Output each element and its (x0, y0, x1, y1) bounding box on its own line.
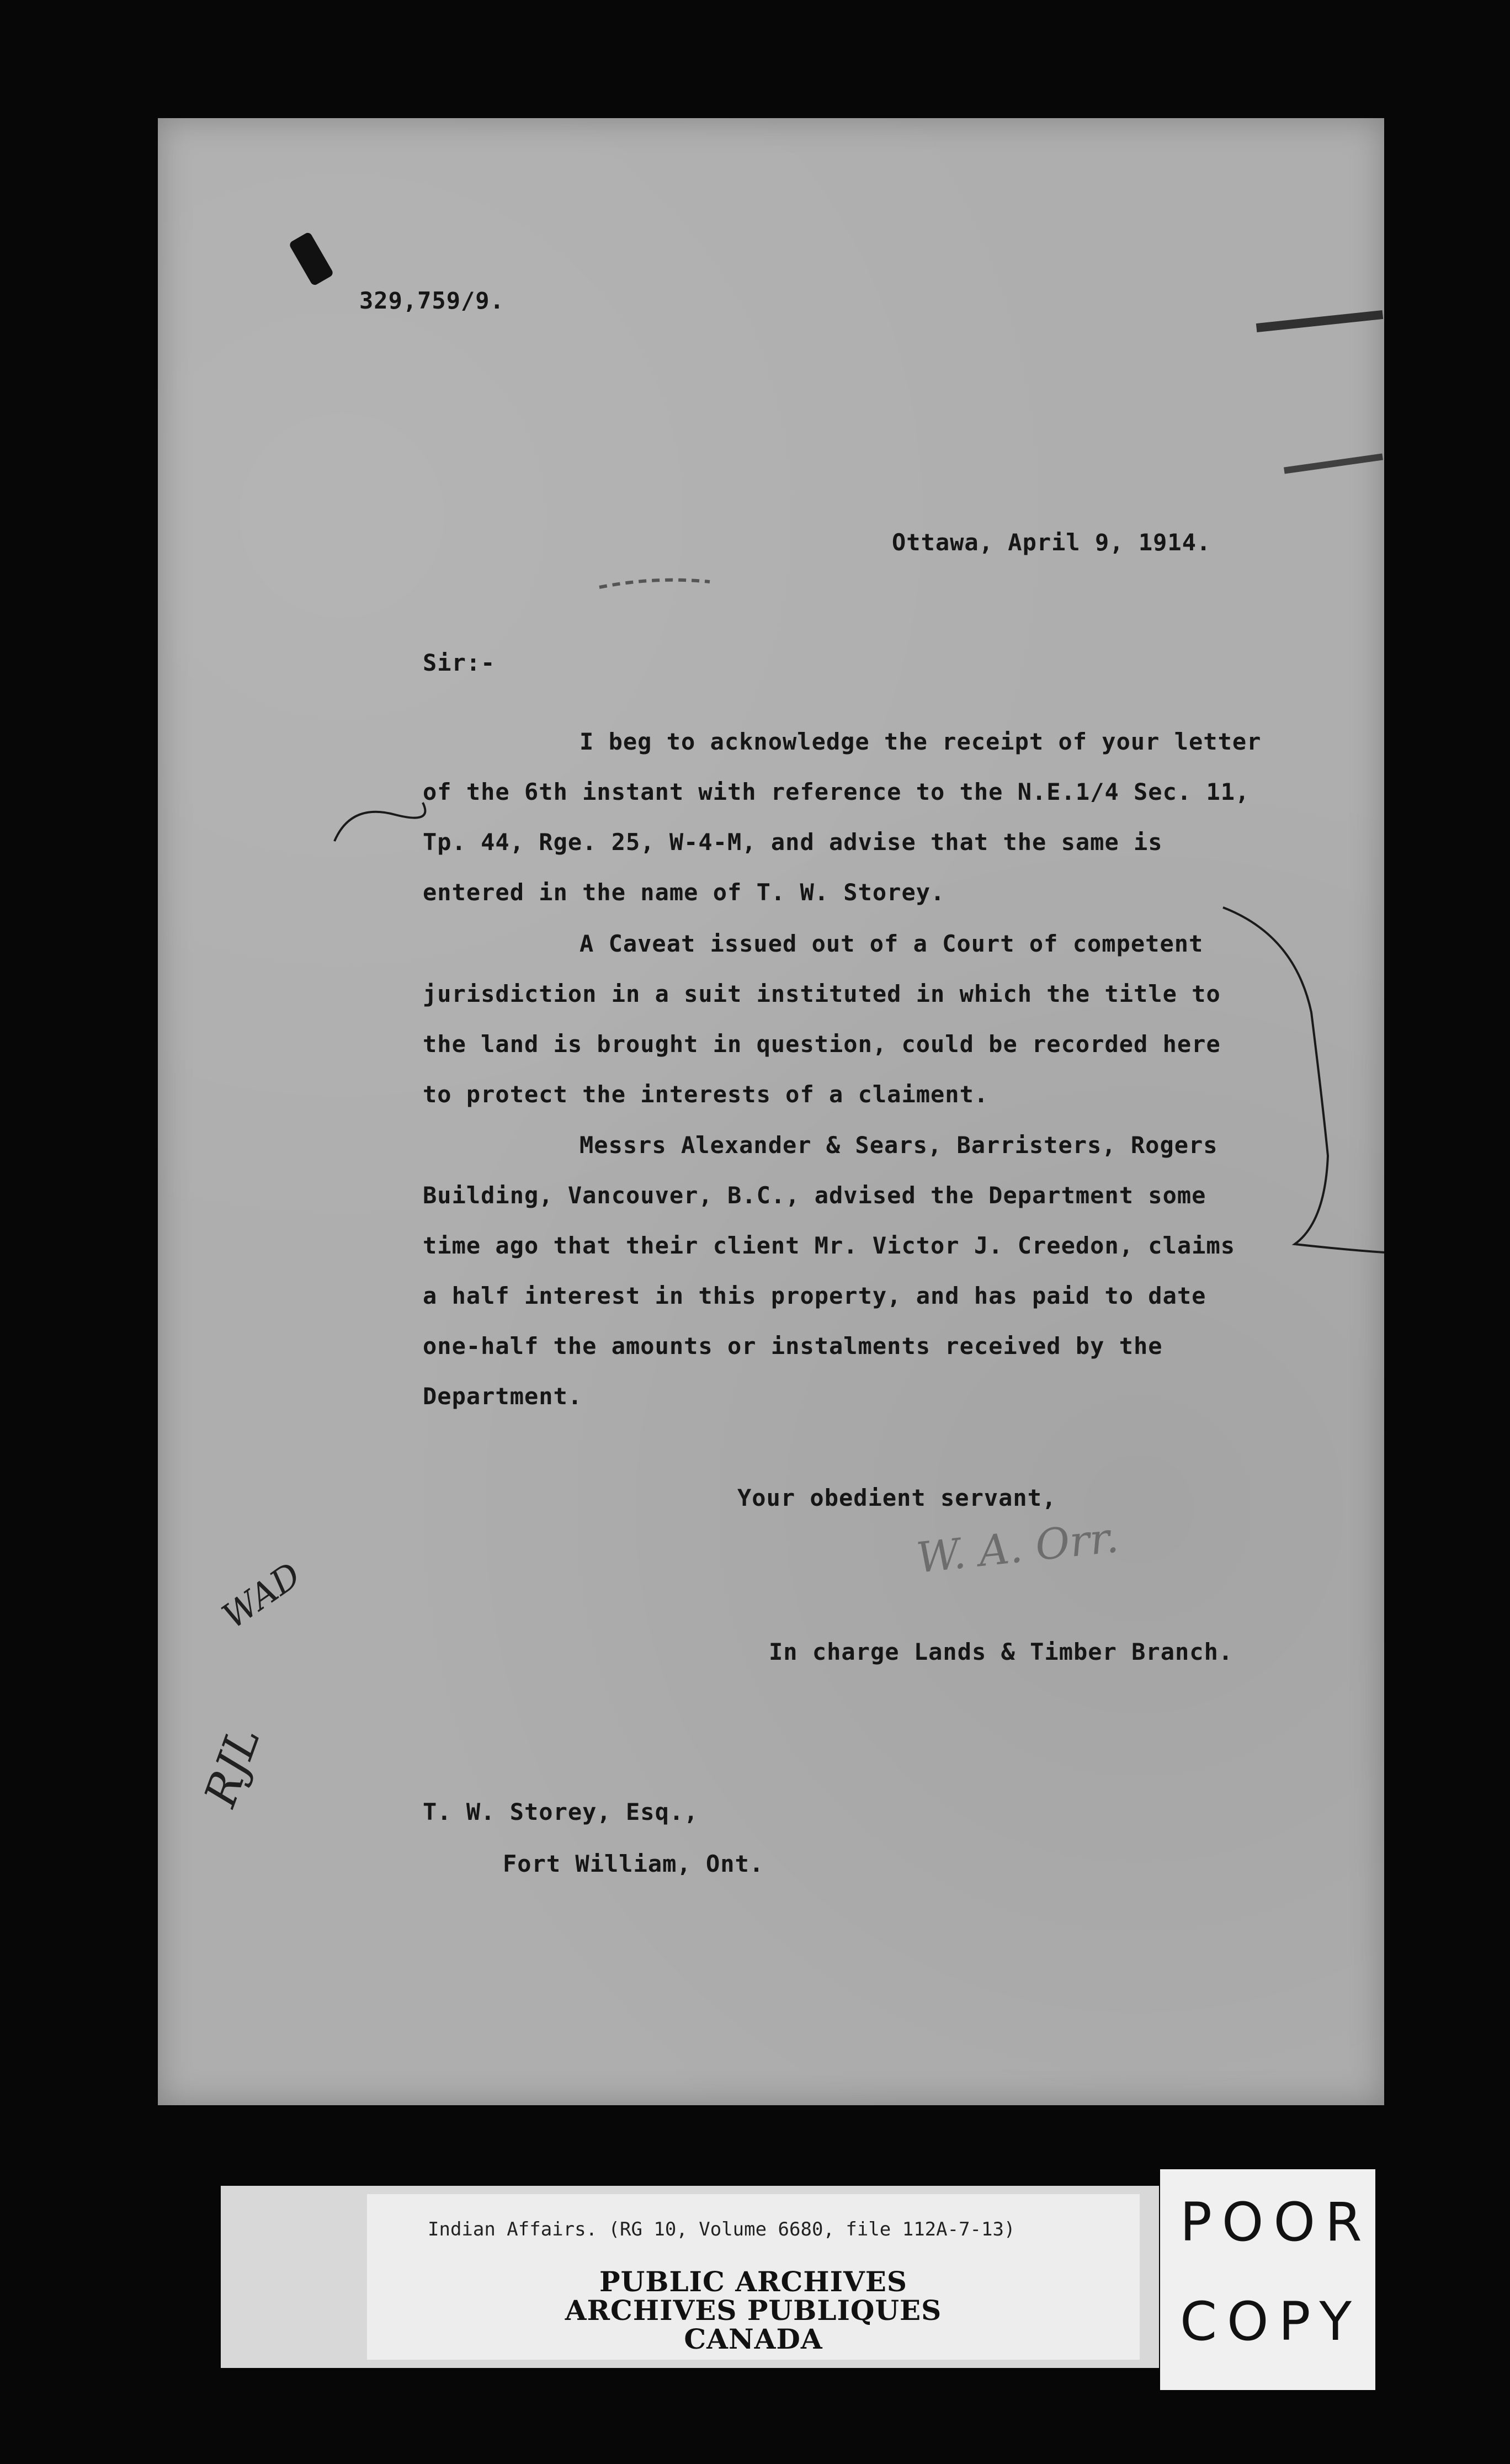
hole-punch-mark (288, 231, 334, 286)
body-line: the land is brought in question, could be recorded here (423, 1031, 1221, 1058)
quality-note-line: POOR (1180, 2191, 1372, 2253)
body-line: I beg to acknowledge the receipt of your letter (579, 728, 1262, 755)
archive-reference: Indian Affairs. (RG 10, Volume 6680, file 112A-7-13) (428, 2218, 1015, 2240)
body-line: A Caveat issued out of a Court of competent (579, 930, 1204, 957)
archive-name-fr: ARCHIVES PUBLIQUES (565, 2294, 942, 2327)
body-line: jurisdiction in a suit instituted in which the title to (423, 980, 1221, 1007)
closing: Your obedient servant, (737, 1484, 1057, 1511)
body-line: Tp. 44, Rge. 25, W-4-M, and advise that the same is (423, 829, 1163, 856)
quality-note (1160, 2169, 1375, 2390)
edge-scratch-mark (1256, 310, 1383, 332)
addressee-name: T. W. Storey, Esq., (423, 1798, 699, 1825)
body-line: Department. (423, 1383, 583, 1410)
body-line: a half interest in this property, and has paid to date (423, 1282, 1206, 1309)
body-line: of the 6th instant with reference to the N.E.1/4 Sec. 11, (423, 778, 1250, 805)
body-line: Building, Vancouver, B.C., advised the Department some (423, 1182, 1206, 1209)
archive-label (367, 2194, 1140, 2360)
salutation: Sir:- (423, 649, 496, 676)
body-line: to protect the interests of a claiment. (423, 1081, 989, 1108)
margin-bracket-mark (158, 118, 1384, 2105)
handwritten-initials: WAD (215, 1554, 309, 1637)
body-line: time ago that their client Mr. Victor J. Creedon, claims (423, 1232, 1236, 1259)
body-line: entered in the name of T. W. Storey. (423, 879, 945, 906)
quality-note-line: COPY (1180, 2291, 1362, 2353)
handwritten-initials: RJL (194, 1720, 270, 1813)
edge-scratch-mark (1284, 454, 1383, 474)
dateline: Ottawa, April 9, 1914. (892, 529, 1211, 556)
letter-sheet (158, 118, 1384, 2105)
archive-name-en: PUBLIC ARCHIVES (599, 2265, 907, 2298)
body-line: Messrs Alexander & Sears, Barristers, Rogers (579, 1132, 1218, 1159)
addressee-place: Fort William, Ont. (503, 1850, 764, 1877)
body-line: one-half the amounts or instalments received by the (423, 1332, 1163, 1360)
signature-title: In charge Lands & Timber Branch. (769, 1638, 1233, 1665)
archive-country: CANADA (684, 2323, 823, 2355)
signature: W. A. Orr. (914, 1512, 1121, 1583)
file-number: 329,759/9. (359, 287, 504, 314)
